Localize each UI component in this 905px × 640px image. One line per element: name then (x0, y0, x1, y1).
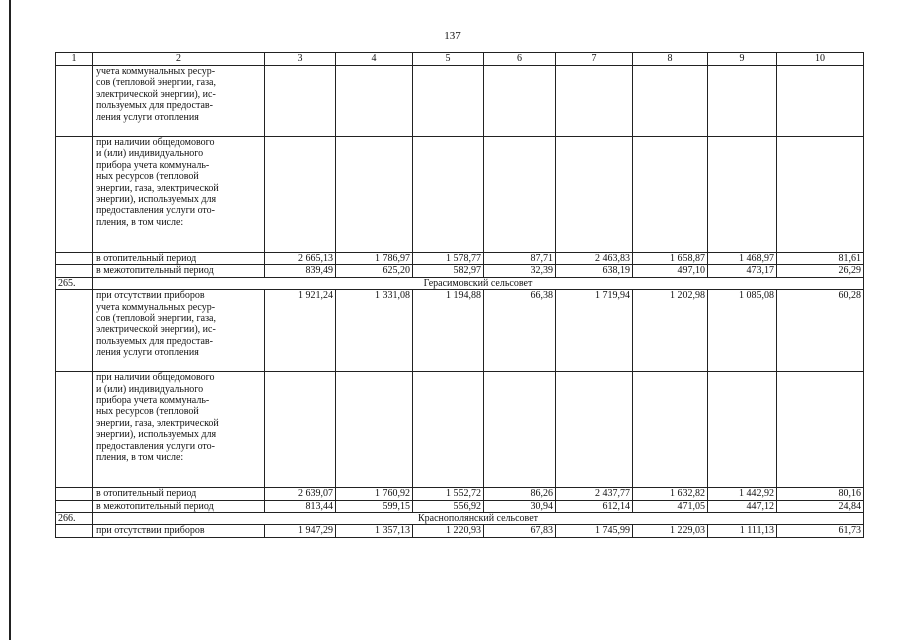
table-row (56, 488, 864, 500)
value-cell: 1 552,72 (413, 488, 484, 500)
column-header: 10 (777, 53, 864, 66)
value-cell: 1 760,92 (336, 488, 413, 500)
value-cell: 81,61 (777, 253, 864, 265)
column-header: 6 (484, 53, 556, 66)
value-cell: 497,10 (633, 265, 708, 277)
value-cell: 1 921,24 (265, 290, 336, 372)
column-header: 1 (56, 53, 93, 66)
value-cell: 32,39 (484, 265, 556, 277)
row-label: при отсутствии приборов (93, 525, 265, 537)
column-header: 3 (265, 53, 336, 66)
section-header-row (56, 513, 864, 525)
value-cell: 1 786,97 (336, 253, 413, 265)
row-description: при наличии общедомового и (или) индивидуального прибора учета коммуналь- ных ресурсов (тепловой энергии, газа, электрической энергии), используемых для предоставления услуги ото- пления, в том числе: (93, 137, 265, 253)
column-header: 2 (93, 53, 265, 66)
table-row (56, 265, 864, 277)
value-cell: 66,38 (484, 290, 556, 372)
column-header: 4 (336, 53, 413, 66)
row-label: в межотопительный период (93, 265, 265, 277)
binding-line (9, 0, 11, 640)
section-header-row (56, 277, 864, 289)
value-cell: 556,92 (413, 500, 484, 512)
value-cell: 447,12 (708, 500, 777, 512)
table-row (56, 500, 864, 512)
row-label: в межотопительный период (93, 500, 265, 512)
value-cell: 61,73 (777, 525, 864, 537)
page-number: 137 (444, 30, 461, 42)
value-cell: 1 719,94 (556, 290, 633, 372)
value-cell: 26,29 (777, 265, 864, 277)
value-cell: 1 357,13 (336, 525, 413, 537)
section-title: Герасимовский сельсовет (93, 277, 864, 289)
value-cell: 1 202,98 (633, 290, 708, 372)
value-cell: 582,97 (413, 265, 484, 277)
table-row (56, 253, 864, 265)
value-cell: 1 658,87 (633, 253, 708, 265)
table-row (56, 66, 864, 137)
value-cell: 1 229,03 (633, 525, 708, 537)
value-cell: 839,49 (265, 265, 336, 277)
value-cell: 2 665,13 (265, 253, 336, 265)
value-cell: 80,16 (777, 488, 864, 500)
section-number: 266. (56, 513, 93, 525)
value-cell: 638,19 (556, 265, 633, 277)
value-cell: 1 442,92 (708, 488, 777, 500)
value-cell: 1 111,13 (708, 525, 777, 537)
section-number: 265. (56, 277, 93, 289)
value-cell: 2 437,77 (556, 488, 633, 500)
value-cell: 1 468,97 (708, 253, 777, 265)
table-row (56, 290, 864, 372)
value-cell: 30,94 (484, 500, 556, 512)
row-label: в отопительный период (93, 488, 265, 500)
table-row (56, 137, 864, 253)
value-cell: 625,20 (336, 265, 413, 277)
value-cell: 1 632,82 (633, 488, 708, 500)
tariff-table (55, 52, 864, 538)
value-cell: 2 463,83 (556, 253, 633, 265)
value-cell: 471,05 (633, 500, 708, 512)
value-cell: 67,83 (484, 525, 556, 537)
value-cell: 86,26 (484, 488, 556, 500)
column-header: 5 (413, 53, 484, 66)
value-cell: 24,84 (777, 500, 864, 512)
column-header-row (56, 53, 864, 66)
value-cell: 813,44 (265, 500, 336, 512)
value-cell: 1 331,08 (336, 290, 413, 372)
value-cell: 87,71 (484, 253, 556, 265)
value-cell: 1 947,29 (265, 525, 336, 537)
row-description: при наличии общедомового и (или) индивидуального прибора учета коммуналь- ных ресурсов (тепловой энергии, газа, электрической энергии), используемых для предоставления услуги ото- пления, в том числе: (93, 372, 265, 488)
value-cell: 1 194,88 (413, 290, 484, 372)
column-header: 9 (708, 53, 777, 66)
value-cell: 1 220,93 (413, 525, 484, 537)
value-cell: 2 639,07 (265, 488, 336, 500)
table-row (56, 372, 864, 488)
table-row (56, 525, 864, 537)
value-cell: 1 085,08 (708, 290, 777, 372)
section-title: Краснополянский сельсовет (93, 513, 864, 525)
row-description: при отсутствии приборов учета коммунальных ресур- сов (тепловой энергии, газа, электрической энергии), ис- пользуемых для предостав- ления услуги отопления (93, 290, 265, 372)
row-label: в отопительный период (93, 253, 265, 265)
column-header: 7 (556, 53, 633, 66)
value-cell: 473,17 (708, 265, 777, 277)
value-cell: 1 578,77 (413, 253, 484, 265)
value-cell: 1 745,99 (556, 525, 633, 537)
value-cell: 599,15 (336, 500, 413, 512)
row-description: учета коммунальных ресур- сов (тепловой энергии, газа, электрической энергии), ис- пользуемых для предостав- ления услуги отопления (93, 66, 265, 137)
value-cell: 612,14 (556, 500, 633, 512)
value-cell: 60,28 (777, 290, 864, 372)
column-header: 8 (633, 53, 708, 66)
